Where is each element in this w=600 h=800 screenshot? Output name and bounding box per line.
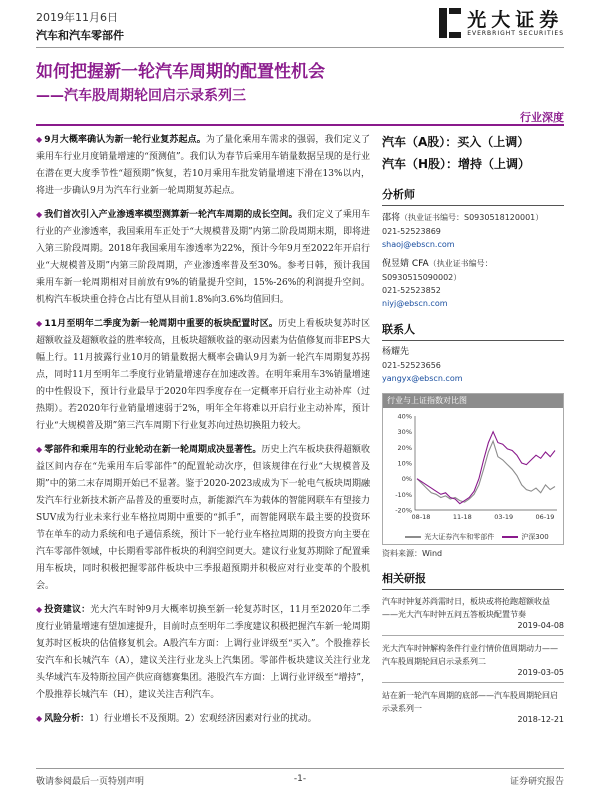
legend-label-index: 沪深300 [521,533,549,541]
chart-title: 行业与上证指数对比图 [383,394,563,408]
related-report-title[interactable]: 光大汽车时钟解构条件行业行情价值周期动力——汽车股周期轮回启示录系列二 [382,644,558,666]
performance-chart [382,393,564,545]
logo-chinese-name: 光大证券 [467,8,564,31]
chart-legend [383,532,563,544]
body-paragraph [36,441,370,595]
analyst-email[interactable]: shaoj@ebscn.com [382,240,455,249]
paragraph-text: 为了量化乘用车需求的强弱，我们定义了乘用车行业月度销量增速的“预测值”。我们认为春节后乘用车销量数据呈现的是行业在潜在更大度季节性“超预期”恢复，若10月乘用车批发销量增速下滑在13%以内，将进一步确认9月为汽车行业新一轮周期复苏起点。 [36,135,370,196]
title-divider [36,124,564,126]
company-logo [439,8,564,38]
body-paragraph [36,315,370,435]
analyst-phone: 021-52523869 [382,227,441,236]
contact-name: 杨耀先 [382,347,410,357]
sidebar [382,131,564,729]
paragraph-text: 我们定义了乘用车行业的产业渗透率，我国乘用车正处于“大规模普及期”内第二阶段周期末期，即将进入第三阶段周期。2018年我国乘用车渗透率为22%，预计今年9月至2022年开启行业“大规模普及期”内第三阶段周期，产业渗透率普及至30%。参考日韩，预计我国乘用车新一轮周期相对目前放有9%的销量提升空间，15%-26%的利润提升空间。机构汽车板块重仓持仓占比有望从目前1.8%向3.6%均值回归。 [36,210,370,305]
diamond-bullet-icon: ◆ [36,135,43,144]
logo-mark-icon [439,8,461,38]
paragraph-lead: 我们首次引入产业渗透率模型测算新一轮汽车周期的成长空间。 [44,210,298,220]
legend-swatch-industry [405,536,421,538]
analyst-cert: （执业证书编号：S0930515090002） [382,259,493,282]
rating-a-share: 汽车（A股）：买入（上调） [382,135,530,149]
diamond-bullet-icon: ◆ [36,605,43,614]
logo-english-name: EVERBRIGHT SECURITIES [467,29,564,37]
related-divider [382,682,564,683]
y-tick-label: 20% [397,443,412,452]
paragraph-text: 历史上看板块复苏时区超额收益及超额收益的胜率较高，且板块超额收益的驱动因素为估值修复而非EPS大幅上行。11月披露行业10月的销量数据大概率会确认9月为新一轮汽车周期复苏拐点，同时11月至明年二季度行业销量增速存在加速改善。在明年乘用车3%销量增速的中性假设下，预计行业最早于2020年四季度存在一定概率开启行业主动补库（过热期）。若2020年行业销量增速弱于2%，明年全年将难以开启行业主动补库，预计行业“大规模普及期”第三汽车周期下行业复苏向过热切换阻力较大。 [36,319,371,431]
y-tick-label: 40% [397,412,412,421]
paragraph-lead: 投资建议： [44,605,91,615]
rating-h-share: 汽车（H股）：增持（上调） [382,157,531,171]
industry-category: 汽车和汽车零部件 [36,29,124,42]
related-report-title[interactable]: 汽车时钟复苏尚需时日，板块或将抢跑超额收益——光大汽车时钟五问五答板块配置节奏 [382,597,550,619]
related-report-title[interactable]: 站在新一轮汽车周期的底部——汽车股周期轮回启示录系列一 [382,691,558,713]
analyst-name: 倪昱婧 CFA [382,259,429,269]
related-report[interactable] [382,595,564,630]
chart-axes [415,416,557,510]
analyst-cert: （执业证书编号：S0930518120001） [400,213,544,222]
diamond-bullet-icon: ◆ [36,445,43,454]
paragraph-text: 1）行业增长不及预期。2）宏观经济因素对行业的扰动。 [89,714,317,724]
paragraph-text: 光大汽车时钟9月大概率切换至新一轮复苏时区，11月至2020年二季度行业销量增速有望加速提升，目前时点至明年二季度建议积极把握汽车新一轮周期复苏时区板块的估值修复机会。A股汽车方面：上调行业评级至“买入”。个股推荐长安汽车和长城汽车（A），建议关注行业龙头上汽集团。零部件板块建议关注行业龙头华域汽车及特斯拉国产供应商德赛集团。港股汽车方面：上调行业评级至“增持”，个股推荐长城汽车（H），建议关注吉利汽车。 [36,605,370,700]
body-paragraph [36,131,370,200]
main-content [36,131,370,734]
legend-label-industry: 光大证券汽车和零部件 [424,533,495,541]
y-tick-label: -20% [395,506,412,515]
analyst-card [382,211,564,251]
page-number: -1- [293,774,307,784]
x-tick-label: 08-18 [411,513,431,521]
paragraph-lead: 风险分析： [44,714,90,724]
footer-disclaimer: 敬请参阅最后一页特别声明 [36,777,145,787]
diamond-bullet-icon: ◆ [36,714,43,723]
diamond-bullet-icon: ◆ [36,319,43,328]
legend-swatch-index [502,536,518,538]
related-report-date: 2019-03-05 [517,668,564,677]
contact-card [382,346,564,385]
chart-source: 资料来源：Wind [382,549,443,558]
paragraph-text: 历史上汽车板块获得超额收益区间内存在“先乘用车后零部件”的配置轮动次序，但该规律在行业“大规模普及期”中的第二末存周期开始已不显著。鉴于2020-2023成成为下一轮电气板块周期融发汽车行业新技术新产品普及的重要时点，新能源汽车为载体的智能网联车有望接力SUV成为行业未来行业车格拉周期中重要的“抓手”，而智能网联车最主要的投资环节在单车的动力系统和电子通信系统，预计下一轮行业车格拉周期的投资方向主要在汽车零部件领域，中长期看零部件板块的利润空间更大。建议行业复苏期除了配置乘用车板块，同时积极把握零部件板块中三季报超预期并积极应对行业变革的个股机会。 [36,445,370,591]
analysts-heading: 分析师 [382,188,415,201]
report-subtitle: ——汽车股周期轮回启示录系列三 [36,88,246,104]
report-date: 2019年11月6日 [36,11,118,24]
contact-email[interactable]: yangyx@ebscn.com [382,374,463,383]
related-divider [382,635,564,636]
paragraph-lead: 零部件和乘用车的行业轮动在新一轮周期成决显著性。 [44,445,262,455]
report-title: 如何把握新一轮汽车周期的配置性机会 [36,62,325,82]
chart-plot [383,408,563,528]
related-report[interactable] [382,689,564,724]
contact-phone: 021-52523656 [382,361,441,370]
x-tick-label: 03-19 [494,513,514,521]
section-divider [382,589,564,590]
series-line-index [417,432,555,504]
diamond-bullet-icon: ◆ [36,210,43,219]
related-report-date: 2018-12-21 [517,715,564,724]
paragraph-lead: 11月至明年二季度为新一轮周期中重要的板块配置时区。 [44,319,279,329]
body-paragraph [36,710,370,728]
section-divider [382,340,564,341]
analyst-card [382,257,564,310]
related-report[interactable] [382,642,564,677]
y-tick-label: -10% [395,490,412,499]
footer-label: 证券研究报告 [509,777,564,787]
related-report-date: 2019-04-08 [517,621,564,630]
footer-divider [36,768,564,769]
y-tick-label: 0% [401,475,412,484]
y-tick-label: 30% [397,428,412,437]
analyst-email[interactable]: niyj@ebscn.com [382,299,448,308]
related-heading: 相关研报 [382,572,426,585]
x-tick-label: 11-18 [452,513,472,521]
analyst-phone: 021-52523852 [382,286,441,295]
analyst-name: 邵将 [382,213,401,223]
y-tick-label: 10% [397,459,412,468]
report-type: 行业深度 [520,111,564,124]
body-paragraph [36,206,370,309]
paragraph-lead: 9月大概率确认为新一轮行业复苏起点。 [44,135,206,145]
header-divider [36,47,564,48]
body-paragraph [36,601,370,704]
x-tick-label: 06-19 [535,513,555,521]
section-divider [382,205,564,206]
contact-heading: 联系人 [382,323,415,336]
